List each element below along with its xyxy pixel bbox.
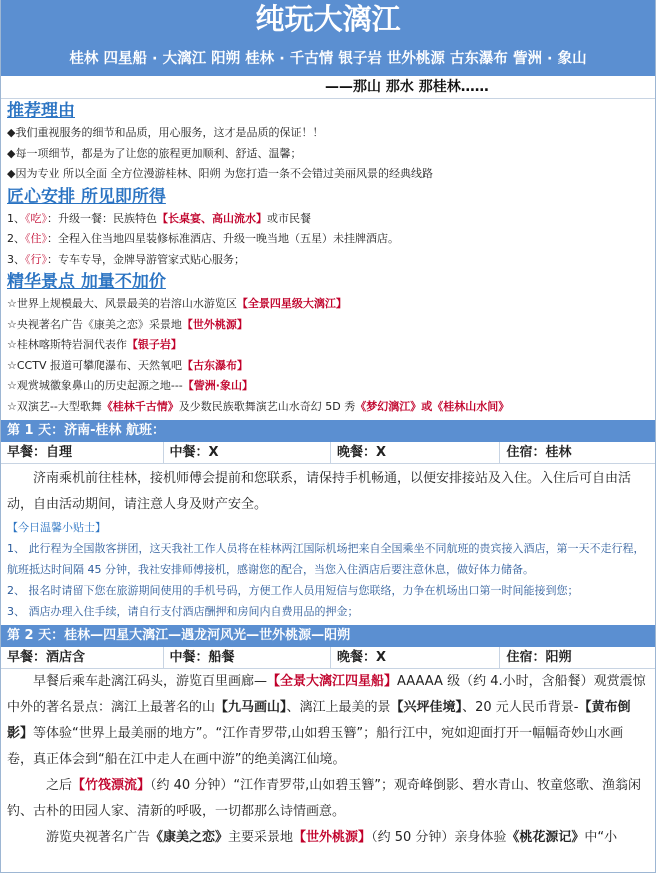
paragraph-text: （约 40 分钟）“江作青罗带,山如碧玉簪”；观奇峰倒影、碧水青山、牧童悠歌、渔翁闲钓、古朴的田园人家、清新的呼吸，一切都那么诗情画意。 xyxy=(7,778,641,819)
highlight-text: 【黄布倒影】 xyxy=(7,700,631,741)
breakfast-cell: 早餐：自理 xyxy=(1,442,164,463)
highlight-text: 《康美之恋》 xyxy=(150,830,229,845)
paragraph-text: 、漓江上最美的景 xyxy=(286,700,391,715)
spot-text: ☆世界上规模最大、风景最美的岩溶山水游览区 xyxy=(7,297,237,310)
spot-item xyxy=(1,315,655,336)
spot-item xyxy=(1,356,655,377)
paragraph-text: 、20 元人民币背景- xyxy=(462,700,579,715)
spot-text: 或 xyxy=(421,399,433,413)
spot-highlight: 《桂林千古情》 xyxy=(101,399,179,413)
day2-header: 第 2 天：桂林—四星大漓江—遇龙河风光—世外桃源—阳朔 xyxy=(1,625,655,647)
dinner-cell: 晚餐：X xyxy=(331,647,500,668)
day2-meals xyxy=(1,647,655,669)
day1-description: 济南乘机前往桂林，接机师傅会提前和您联系，请保持手机畅通，以便安排接站及入住。入住后可自由活动，自由活动期间，请注意人身及财产安全。 xyxy=(7,471,632,512)
lunch-cell: 中餐：X xyxy=(164,442,331,463)
day1-section xyxy=(1,420,655,622)
spot-item xyxy=(1,397,655,418)
day1-meals xyxy=(1,442,655,464)
paragraph-text: 游览央视著名广告 xyxy=(46,830,151,845)
item-number: 2、 xyxy=(7,232,25,245)
item-text: 或市民餐 xyxy=(267,211,311,225)
spot-item xyxy=(1,376,655,397)
spot-text: ☆央视著名广告《康美之恋》采景地 xyxy=(7,317,182,331)
spot-highlight: 【全景四星级大漓江】 xyxy=(236,297,347,310)
dinner-cell: 晚餐：X xyxy=(331,442,500,463)
page-title: 纯玩大漓江 xyxy=(255,2,401,36)
tip-item: 1、 此行程为全国散客拼团，这天我社工作人员将在桂林两江国际机场把来自全国乘坐不同航班的贵宾接入酒店，第一天不走行程，航班抵达时间隔 45 分钟，我社安排师傅接机，感谢您的配合，当您入住酒店后要注意休息，做好体力储备。 xyxy=(7,542,645,576)
item-highlight: 【长桌宴、高山流水】 xyxy=(157,211,267,225)
paragraph-text: AAAAA 级（约 4.小时，含船餐）观赏震惊中外的著名景点：漓江上最著名的山 xyxy=(7,674,646,715)
arrange-title: 匠心安排 所见即所得 xyxy=(7,186,166,207)
slogan: ——那山 那水 那桂林…… xyxy=(1,76,655,99)
item-text: ：全程入住当地四星装修标准酒店、升级一晚当地（五星）未挂牌酒店。 xyxy=(47,232,399,245)
spot-item xyxy=(1,294,655,315)
highlight-text: 【竹筏漂流】 xyxy=(72,778,151,793)
tips-title: 【今日温馨小贴士】 xyxy=(7,521,106,534)
destination-list: 桂林 四星船 · 大漓江 阳朔 桂林 · 千古情 银子岩 世外桃源 古东瀑布 訾洲 · 象山 xyxy=(69,51,587,67)
reason-item: ◆我们重视服务的细节和品质，用心服务，这才是品质的保证！！ xyxy=(7,126,324,139)
spot-highlight: 《桂林山水间》 xyxy=(432,399,510,413)
tip-item: 3、 酒店办理入住手续，请自行支付酒店酬押和房间内自费用品的押金； xyxy=(7,605,359,618)
spot-text: 及少数民族歌舞演艺山水奇幻 5D 秀 xyxy=(178,399,356,413)
breakfast-cell: 早餐：酒店含 xyxy=(1,647,164,668)
day1-header: 第 1 天：济南-桂林 航班： xyxy=(1,420,655,442)
stay-cell: 住宿：桂林 xyxy=(506,445,572,460)
paragraph-text: （约 50 分钟）亲身体验 xyxy=(371,830,507,845)
spot-highlight: 【古东瀑布】 xyxy=(181,358,248,372)
spot-highlight: 【訾洲·象山】 xyxy=(182,379,253,392)
spot-highlight: 【银子岩】 xyxy=(126,338,182,351)
paragraph-text: 之后 xyxy=(46,778,73,793)
highlight-text: 【世外桃源】 xyxy=(293,830,372,845)
lunch-cell: 中餐：船餐 xyxy=(164,647,331,668)
highlight-text: 【全景大漓江四星船】 xyxy=(267,674,398,689)
highlight-text: 【兴坪佳境】 xyxy=(390,700,463,715)
reasons-title: 推荐理由 xyxy=(7,101,75,121)
spots-section xyxy=(1,270,655,417)
day2-section xyxy=(1,625,655,851)
hero-banner xyxy=(1,0,655,76)
arrange-item xyxy=(1,250,655,271)
item-text: ：专车专导，金牌导游管家式贴心服务； xyxy=(47,252,245,266)
paragraph-text: 等体验“世界上最美丽的地方”。“江作青罗带,山如碧玉簪”；船行江中，宛如迎面打开一幅幅奇妙山水画卷，真正体会到“船在江中走人在画中游”的绝美漓江仙境。 xyxy=(7,726,624,767)
paragraph-text: 早餐后乘车赴漓江码头，游览百里画廊— xyxy=(33,674,268,689)
highlight-text: 《桃花源记》 xyxy=(506,830,585,845)
spot-item xyxy=(1,335,655,356)
paragraph-text: 主要采景地 xyxy=(228,830,294,845)
spot-highlight: 《梦幻漓江》 xyxy=(355,399,422,413)
tip-item: 2、 报名时请留下您在旅游期间使用的手机号码，方便工作人员用短信与您联络，力争在机场出口第一时间能接到您； xyxy=(7,584,579,597)
item-key: 《行》 xyxy=(25,252,47,266)
spot-text: ☆观赏城徽象鼻山的历史起源之地--- xyxy=(7,379,183,392)
spot-text: ☆桂林喀斯特岩洞代表作 xyxy=(7,338,127,351)
spots-title: 精华景点 加量不加价 xyxy=(7,272,166,292)
spot-highlight: 【世外桃源】 xyxy=(181,317,248,331)
day2-paragraph-1 xyxy=(1,669,655,773)
spot-text: ☆双演艺--大型歌舞 xyxy=(7,399,102,413)
day2-paragraph-3 xyxy=(1,825,655,851)
paragraph-text: 中“小 xyxy=(584,830,618,845)
reasons-section xyxy=(1,99,655,185)
reason-item: ◆每一项细节，都是为了让您的旅程更加顺利、舒适、温馨； xyxy=(7,146,302,160)
reason-item: ◆因为专业 所以全面 全方位漫游桂林、阳朔 为您打造一条不会错过美丽风景的经典线路 xyxy=(7,167,433,180)
stay-cell: 住宿：阳朔 xyxy=(506,650,572,665)
item-key: 《吃》 xyxy=(25,211,47,225)
item-number: 1、 xyxy=(7,211,25,225)
item-number: 3、 xyxy=(7,252,25,266)
arrange-section xyxy=(1,185,655,271)
arrange-item xyxy=(1,229,655,250)
item-text: ：升级一餐：民族特色 xyxy=(47,211,157,225)
arrange-item xyxy=(1,209,655,230)
day2-paragraph-2 xyxy=(1,773,655,825)
highlight-text: 【九马画山】 xyxy=(215,700,287,715)
spot-text: ☆CCTV 报道可攀爬瀑布、天然氧吧 xyxy=(7,358,182,372)
item-key: 《住》 xyxy=(25,232,47,245)
